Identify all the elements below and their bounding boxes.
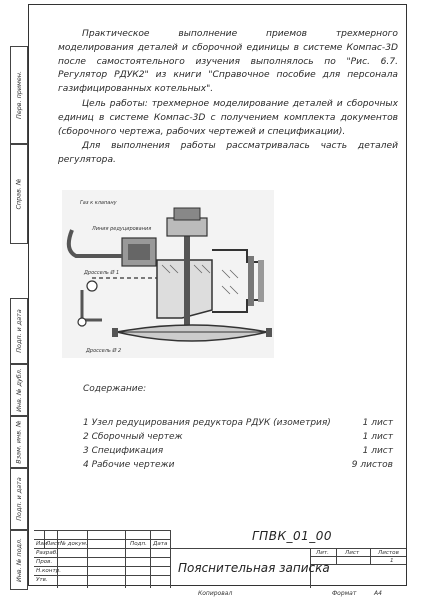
contents-title: Содержание: bbox=[83, 384, 147, 394]
drawing-label-gas: Газ к клапану bbox=[80, 200, 117, 206]
strip-podp-data-2 bbox=[10, 468, 28, 530]
document-code: ГПВК_01_00 bbox=[252, 529, 332, 543]
strip-label: Перв. примен. bbox=[15, 71, 24, 119]
stamp-lit: Лит. bbox=[316, 550, 329, 556]
strip-inv-dubl bbox=[10, 364, 28, 416]
drawing-label-drossel1: Дроссель Ø 1 bbox=[84, 270, 120, 276]
stamp-utv: Утв. bbox=[36, 577, 48, 583]
strip-perv-primen bbox=[10, 46, 28, 144]
contents-item-text: 3 Спецификация bbox=[83, 446, 164, 456]
strip-label: Подп. и дата bbox=[15, 309, 24, 353]
strip-podp-data-1 bbox=[10, 298, 28, 364]
strip-label: Справ. № bbox=[15, 178, 23, 210]
regulator-drawing bbox=[62, 190, 274, 358]
strip-label: Инв. № подл. bbox=[15, 537, 23, 583]
intro-paragraph-2: Цель работы: трехмерное моделирование деталей и сборочных единиц в системе Компас-3D с получением комплекта документов (сборочного чертежа, рабочих чертежей и спецификации). bbox=[58, 99, 398, 137]
contents-item-text: 1 Узел редуцирования редуктора РДУК (изометрия) bbox=[83, 418, 331, 428]
footer-format-value: А4 bbox=[374, 590, 382, 597]
contents-item-text: 4 Рабочие чертежи bbox=[83, 460, 175, 470]
strip-sprav-no bbox=[10, 144, 28, 244]
stamp-podp: Подп. bbox=[130, 541, 147, 547]
stamp-n-dokum: № докум. bbox=[60, 541, 88, 547]
drawing-label-drossel2: Дроссель Ø 2 bbox=[86, 348, 122, 354]
strip-label: Взам. инв. № bbox=[15, 420, 24, 464]
strip-vzam-inv bbox=[10, 416, 28, 468]
drawing-label-impulse: Линия редуцирования bbox=[92, 226, 152, 232]
stamp-list-header: Лист bbox=[345, 550, 360, 556]
footer-format: Формат bbox=[332, 590, 357, 597]
contents-item-sheets: 1 лист bbox=[362, 446, 393, 456]
footer-kopiroval: Копировал bbox=[198, 590, 233, 597]
stamp-izm: Изм. bbox=[36, 541, 50, 547]
stamp-listov-value: 1 bbox=[390, 558, 394, 564]
stamp-data: Дата bbox=[153, 541, 168, 547]
strip-label: Инв. № дубл. bbox=[15, 368, 24, 412]
contents-item bbox=[83, 432, 393, 442]
contents-item-sheets: 1 лист bbox=[362, 418, 393, 428]
contents-item bbox=[83, 446, 393, 456]
strip-inv-podl bbox=[10, 530, 28, 590]
stamp-listov: Листов bbox=[378, 550, 399, 556]
contents-item bbox=[83, 460, 393, 470]
intro-paragraph-1: Практическое выполнение приемов трехмерного моделирования деталей и сборочной единицы в системе Компас-3D после самостоятельного изучения выполнялось по "Рис. 6.7. Регулятор РДУК2" из книги "Справочное пособие для персонала газифицированных котельных". bbox=[58, 29, 398, 95]
stamp-prov: Пров. bbox=[36, 559, 53, 565]
stamp-razrab: Разраб. bbox=[36, 550, 58, 556]
contents-item bbox=[83, 418, 393, 428]
contents-item-text: 2 Сборочный чертеж bbox=[83, 432, 183, 442]
document-title: Пояснительная записка bbox=[178, 561, 330, 575]
stamp-n-kontr: Н.контр. bbox=[36, 568, 62, 574]
intro-paragraph-3: Для выполнения работы рассматривалась часть деталей регулятора. bbox=[58, 141, 398, 165]
strip-label: Подп. и дата bbox=[15, 477, 24, 521]
contents-item-sheets: 1 лист bbox=[362, 432, 393, 442]
stamp-list: Лист bbox=[46, 541, 61, 547]
contents-item-sheets: 9 листов bbox=[351, 460, 393, 470]
